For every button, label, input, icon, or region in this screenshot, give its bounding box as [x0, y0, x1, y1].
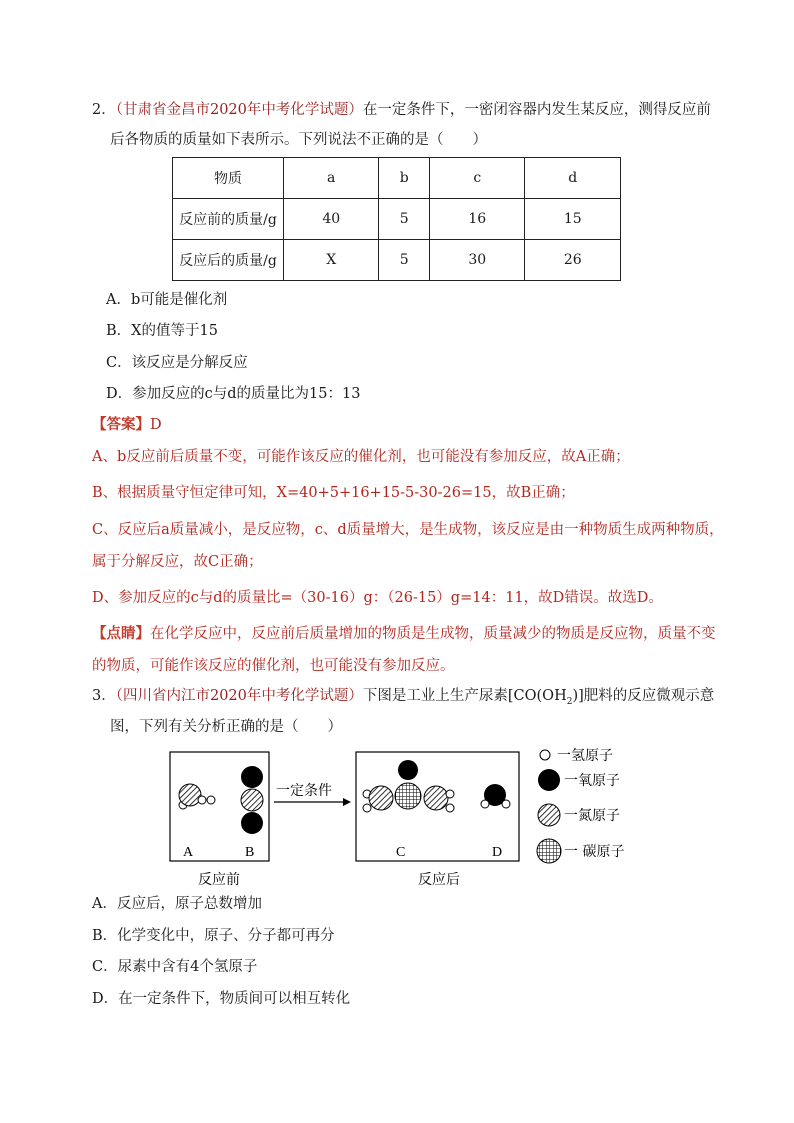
hydrogen-atom-icon — [502, 800, 510, 808]
q2-stem-line1 — [92, 100, 711, 120]
answer-value: D — [150, 417, 162, 433]
table-cell: 40 — [284, 199, 379, 240]
q2-option-c: C．该反应是分解反应 — [106, 355, 248, 371]
q3-stem-line2: 图，下列有关分析正确的是（ ） — [110, 719, 342, 735]
nitrogen-atom-icon — [369, 786, 393, 810]
q2-explanation-b: B、根据质量守恒定律可知，X=40+5+16+15-5-30-26=15，故B正确； — [92, 485, 575, 501]
q2-comment-line1 — [92, 624, 716, 644]
hydrogen-atom-icon — [446, 804, 454, 812]
after-caption: 反应后 — [418, 872, 460, 888]
nitrogen-atom-icon — [424, 786, 448, 810]
oxygen-atom-icon — [241, 766, 263, 788]
q2-stem-line2: 后各物质的质量如下表所示。下列说法不正确的是（ ） — [110, 132, 487, 148]
nitrogen-atom-icon — [179, 784, 201, 806]
table-cell: 反应后的质量/g — [173, 240, 284, 281]
table-row — [173, 158, 621, 199]
q3-stem-line1 — [92, 686, 714, 712]
q2-number: 2． — [92, 102, 116, 118]
q3-option-d: D．在一定条件下，物质间可以相互转化 — [92, 991, 351, 1007]
table-cell: 5 — [379, 240, 430, 281]
hydrogen-atom-icon — [481, 800, 489, 808]
hydrogen-atom-icon — [446, 790, 454, 798]
table-cell: 16 — [430, 199, 525, 240]
q3-option-c: C．尿素中含有4个氢原子 — [92, 959, 258, 975]
hydrogen-atom-icon — [198, 796, 206, 804]
table-cell: 30 — [430, 240, 525, 281]
table-cell: X — [284, 240, 379, 281]
q3-option-b: B．化学变化中，原子、分子都可再分 — [92, 928, 335, 944]
table-cell: 5 — [379, 199, 430, 240]
q2-option-b: B．X的值等于15 — [106, 323, 218, 339]
q3-stem-post: )]肥料的反应微观示意 — [572, 688, 715, 704]
q2-stem-text1: 在一定条件下，一密闭容器内发生某反应，测得反应前 — [362, 102, 711, 118]
table-row — [173, 240, 621, 281]
legend — [537, 748, 624, 863]
legend-oxygen: 一氧原子 — [564, 773, 620, 789]
carbon-atom-icon — [537, 839, 561, 863]
carbon-atom-icon — [395, 783, 421, 809]
q2-option-a: A．b可能是催化剂 — [106, 292, 228, 308]
nitrogen-atom-icon — [241, 789, 263, 811]
q3-option-a: A．反应后，原子总数增加 — [92, 896, 262, 912]
q2-explanation-d: D、参加反应的c与d的质量比=（30-16）g：（26-15）g=14：11，故D错误。故选D。 — [92, 590, 663, 606]
q3-stem-sub: 2 — [566, 696, 573, 707]
legend-hydrogen: 一氢原子 — [557, 748, 613, 764]
q2-explanation-c-cont: 属于分解反应，故C正确； — [92, 554, 263, 570]
q2-data-table — [172, 157, 621, 281]
molecule-d — [481, 784, 510, 808]
q2-explanation-a: A、b反应前后质量不变，可能作该反应的催化剂，也可能没有参加反应，故A正确； — [92, 449, 630, 465]
q2-explanation-c: C、反应后a质量减小，是反应物，c、d质量增大，是生成物，该反应是由一种物质生成两种物质， — [92, 522, 724, 538]
table-cell: 反应前的质量/g — [173, 199, 284, 240]
nitrogen-atom-icon — [538, 804, 560, 826]
label-b: B — [245, 845, 255, 860]
answer-label: 【答案】 — [92, 416, 150, 433]
table-cell: a — [284, 158, 379, 199]
label-a: A — [183, 845, 194, 860]
q2-answer — [92, 415, 162, 435]
table-cell: d — [525, 158, 621, 199]
oxygen-atom-icon — [538, 769, 560, 791]
molecule-b — [241, 766, 263, 834]
hydrogen-atom-icon — [207, 796, 215, 804]
hydrogen-atom-icon — [363, 804, 371, 812]
table-cell: b — [379, 158, 430, 199]
reaction-diagram — [0, 740, 794, 900]
comment-label: 【点睛】 — [92, 625, 150, 642]
q3-source: （四川省内江市2020年中考化学试题） — [115, 688, 363, 704]
legend-nitrogen: 一氮原子 — [564, 808, 620, 824]
molecule-c — [363, 760, 454, 812]
label-d: D — [492, 845, 503, 860]
q3-number: 3． — [92, 688, 116, 704]
q2-source: （甘肃省金昌市2020年中考化学试题） — [115, 102, 363, 118]
label-c: C — [396, 845, 406, 860]
arrow-label: 一定条件 — [276, 783, 332, 799]
table-cell: 15 — [525, 199, 621, 240]
molecule-a — [179, 784, 215, 809]
q2-option-d: D．参加反应的c与d的质量比为15：13 — [106, 386, 361, 402]
table-cell: c — [430, 158, 525, 199]
legend-carbon: 一 碳原子 — [564, 844, 625, 860]
q2-comment-line2: 的物质，可能作该反应的催化剂，也可能没有参加反应。 — [92, 658, 455, 674]
q3-stem-pre: 下图是工业上生产尿素[CO(OH — [362, 688, 567, 704]
oxygen-atom-icon — [398, 760, 418, 780]
table-cell: 物质 — [173, 158, 284, 199]
table-row — [173, 199, 621, 240]
comment-text1: 在化学反应中，反应前后质量增加的物质是生成物，质量减少的物质是反应物，质量不变 — [150, 626, 716, 642]
oxygen-atom-icon — [241, 812, 263, 834]
before-caption: 反应前 — [198, 872, 240, 888]
arrow-icon — [274, 798, 351, 806]
hydrogen-atom-icon — [540, 750, 550, 760]
table-cell: 26 — [525, 240, 621, 281]
